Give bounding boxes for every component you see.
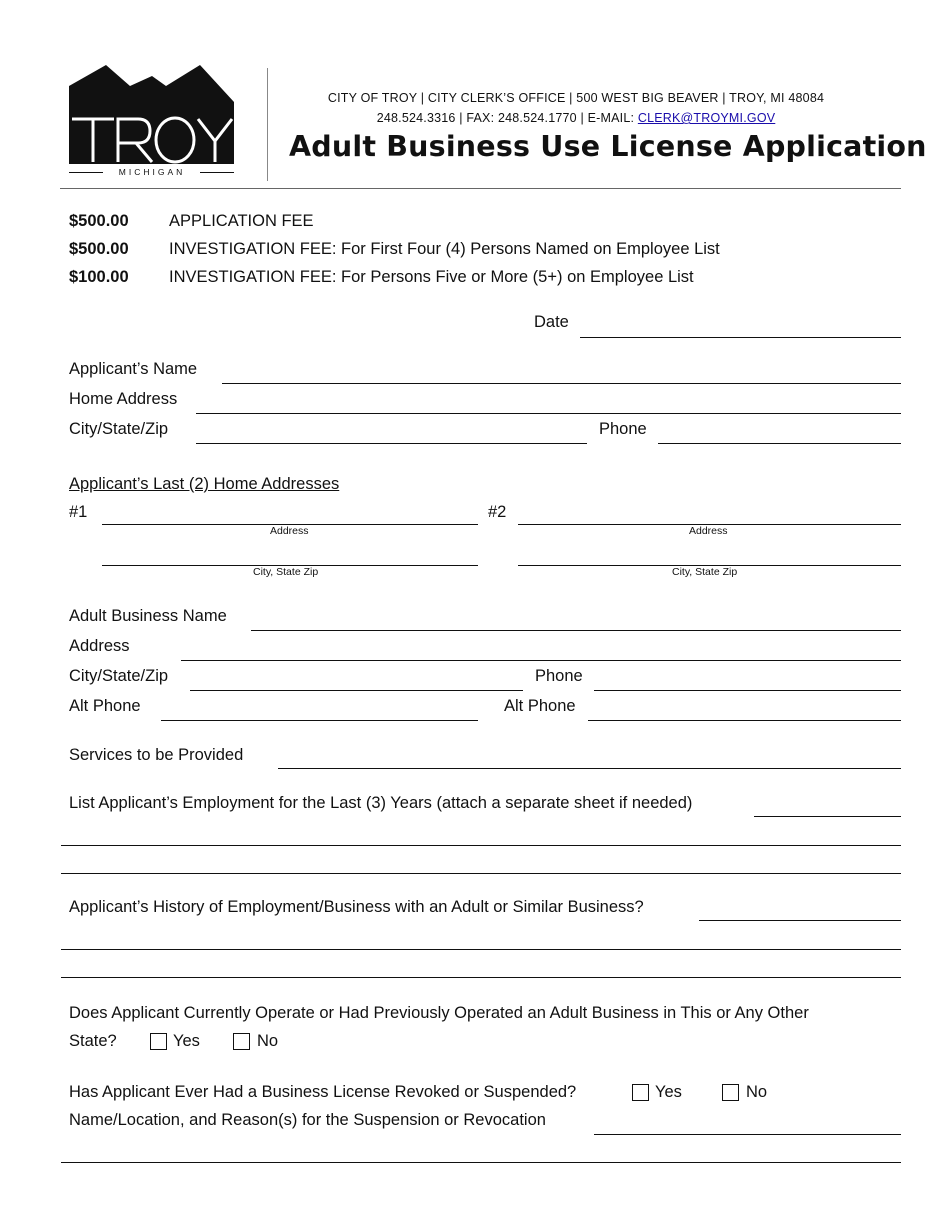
office-line: CITY OF TROY | CITY CLERK’S OFFICE | 500 WEST BIG BEAVER | TROY, MI 48084: [327, 91, 825, 105]
alt-phone-1-label: Alt Phone: [69, 697, 141, 715]
home-address-label: Home Address: [69, 390, 178, 408]
operate-yes-label: Yes: [173, 1032, 200, 1050]
business-phone-label: Phone: [535, 667, 583, 685]
applicant-name-label: Applicant’s Name: [69, 360, 198, 378]
city-state-zip-field[interactable]: [196, 443, 587, 444]
operate-yes-checkbox[interactable]: [150, 1033, 167, 1050]
fee-amount-3: $100.00: [69, 268, 129, 286]
address-1-city-caption: City, State Zip: [253, 566, 319, 578]
phone-field[interactable]: [658, 443, 901, 444]
business-name-field[interactable]: [251, 630, 901, 631]
revoked-detail-label: Name/Location, and Reason(s) for the Suspension or Revocation: [69, 1111, 546, 1129]
alt-phone-2-label: Alt Phone: [504, 697, 576, 715]
fee-description-3: INVESTIGATION FEE: For Persons Five or More (5+) on Employee List: [169, 268, 694, 286]
header-divider: [267, 68, 268, 181]
address-2-number: #2: [488, 503, 507, 521]
services-field[interactable]: [278, 768, 901, 769]
revoked-yes-checkbox[interactable]: [632, 1084, 649, 1101]
business-city-state-zip-field[interactable]: [190, 690, 523, 691]
employment-field-line-3[interactable]: [61, 873, 901, 874]
business-address-label: Address: [69, 637, 130, 655]
revoked-no-label: No: [746, 1083, 768, 1101]
business-phone-field[interactable]: [594, 690, 901, 691]
troy-logo-icon: [68, 64, 236, 181]
services-label: Services to be Provided: [69, 746, 244, 764]
fee-description-2: INVESTIGATION FEE: For First Four (4) Persons Named on Employee List: [169, 240, 720, 258]
troy-logo: [68, 64, 236, 181]
operate-question-line-1: Does Applicant Currently Operate or Had Previously Operated an Adult Business in This or Any Other: [69, 1004, 809, 1022]
header-rule: [60, 188, 901, 189]
phone-label: Phone: [599, 420, 647, 438]
business-name-label: Adult Business Name: [69, 607, 227, 625]
history-field-line-3[interactable]: [61, 977, 901, 978]
alt-phone-1-field[interactable]: [161, 720, 478, 721]
history-field[interactable]: [699, 920, 901, 921]
employment-label: List Applicant’s Employment for the Last (3) Years (attach a separate sheet if needed): [69, 794, 693, 812]
employment-field[interactable]: [754, 816, 901, 817]
employment-field-line-2[interactable]: [61, 845, 901, 846]
history-label: Applicant’s History of Employment/Business with an Adult or Similar Business?: [69, 898, 644, 916]
revoked-yes-label: Yes: [655, 1083, 682, 1101]
logo-subtext: MICHIGAN: [118, 167, 186, 177]
last-addresses-heading: Applicant’s Last (2) Home Addresses: [69, 475, 340, 493]
address-1-caption: Address: [270, 525, 309, 537]
operate-question-line-2: State?: [69, 1032, 117, 1050]
operate-no-label: No: [257, 1032, 279, 1050]
business-city-state-zip-label: City/State/Zip: [69, 667, 169, 685]
revoked-question: Has Applicant Ever Had a Business License Revoked or Suspended?: [69, 1083, 577, 1101]
address-2-city-caption: City, State Zip: [672, 566, 738, 578]
revoked-detail-field[interactable]: [594, 1134, 901, 1135]
date-label: Date: [534, 313, 569, 331]
history-field-line-2[interactable]: [61, 949, 901, 950]
home-address-field[interactable]: [196, 413, 901, 414]
business-address-field[interactable]: [181, 660, 901, 661]
address-1-number: #1: [69, 503, 88, 521]
contact-text: 248.524.3316 | FAX: 248.524.1770 | E-MAIL:: [376, 111, 635, 125]
applicant-name-field[interactable]: [222, 383, 901, 384]
contact-line: [290, 111, 862, 125]
alt-phone-2-field[interactable]: [588, 720, 901, 721]
operate-no-checkbox[interactable]: [233, 1033, 250, 1050]
fee-description-1: APPLICATION FEE: [169, 212, 314, 230]
page-title: Adult Business Use License Application: [289, 130, 927, 163]
address-2-caption: Address: [689, 525, 728, 537]
revoked-no-checkbox[interactable]: [722, 1084, 739, 1101]
fee-amount-1: $500.00: [69, 212, 129, 230]
email-link[interactable]: CLERK@TROYMI.GOV: [637, 111, 776, 125]
city-state-zip-label: City/State/Zip: [69, 420, 169, 438]
fee-amount-2: $500.00: [69, 240, 129, 258]
date-field[interactable]: [580, 337, 901, 338]
revoked-detail-field-line-2[interactable]: [61, 1162, 901, 1163]
